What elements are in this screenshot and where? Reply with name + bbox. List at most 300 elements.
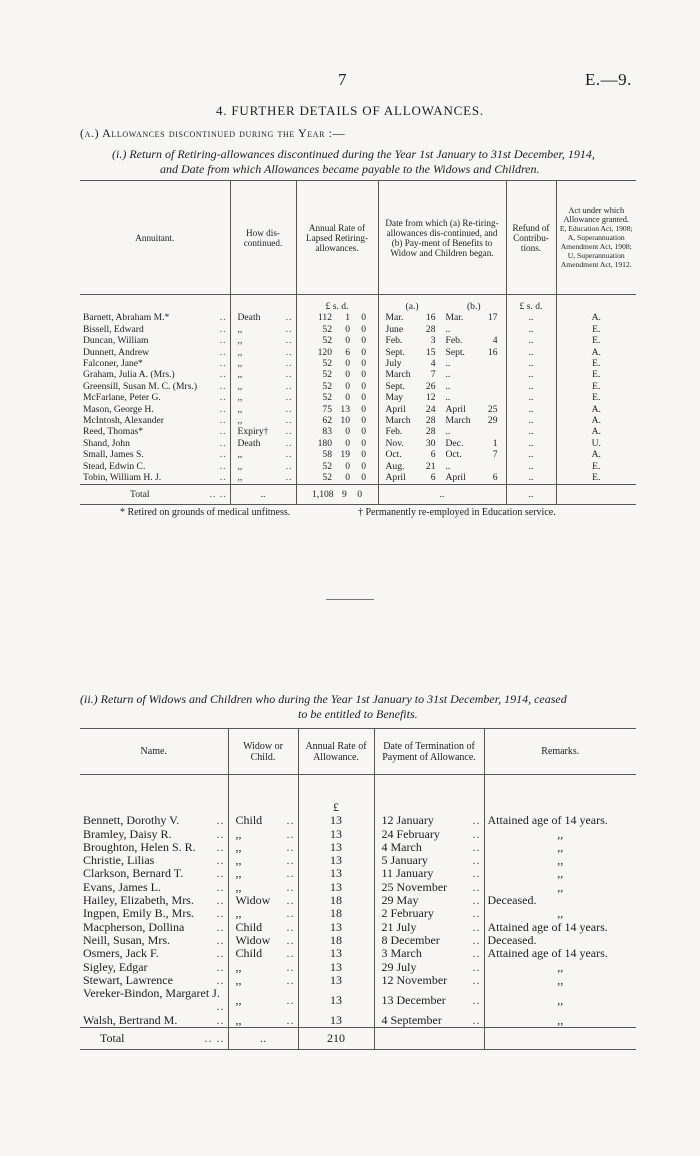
widow-or-child: ,, (235, 1012, 242, 1027)
header-act-title: Act under which Allowance granted. (563, 206, 630, 224)
leader-dots: .. (286, 866, 295, 881)
name-cell (80, 867, 228, 880)
annuitant-row (80, 312, 636, 323)
refund-cell: .. (506, 449, 556, 460)
date-a-day: 28 (425, 323, 436, 335)
how-discontinued-cell (230, 438, 296, 449)
allowance-rate: 13 (298, 854, 374, 867)
annuitant-name: Mason, George H. (83, 403, 154, 415)
date-b-month: Mar. (445, 312, 464, 324)
remarks-cell: ,, (484, 907, 636, 920)
rate-pence: 0 (361, 323, 366, 335)
rate-pounds: 52 (322, 472, 332, 484)
act-cell: A. (556, 415, 636, 426)
annuitant-row (80, 335, 636, 346)
how-discontinued: ,, (237, 472, 243, 484)
leader-dots: .. (219, 415, 227, 427)
allowance-rate: 13 (298, 1014, 374, 1028)
annuitant-row (80, 324, 636, 335)
name-cell (80, 881, 228, 894)
total-s: 9 (342, 488, 347, 500)
how-discontinued: ,, (237, 369, 243, 381)
widow-or-child: ,, (235, 839, 242, 854)
annuitant-cell (80, 472, 230, 484)
termination-cell (374, 947, 484, 960)
rate-shillings: 6 (345, 346, 350, 358)
part1-title-line1: (i.) Return of Retiring-allowances discontinued during the Year 1st January to 31st December, 1914, (112, 147, 595, 161)
termination-cell (374, 854, 484, 867)
leader-dots: .. (286, 919, 295, 934)
beneficiary-row (80, 947, 636, 960)
annuitant-name: Graham, Julia A. (Mrs.) (83, 369, 175, 381)
annuitant-name: Tobin, William H. J. (83, 472, 162, 484)
rate-cell (296, 335, 378, 346)
rate-pounds: 83 (322, 426, 332, 438)
termination-cell (374, 961, 484, 974)
leader-dots: .. (285, 449, 293, 461)
widow-or-child: ,, (235, 906, 242, 921)
widow-child-cell (228, 961, 298, 974)
date-a-month: Oct. (385, 449, 402, 461)
termination-cell (374, 867, 484, 880)
termination-cell (374, 974, 484, 987)
leader-dots: .. (285, 437, 293, 449)
date-b-month: Oct. (445, 449, 462, 461)
termination-date: 2 February (381, 906, 434, 921)
date-a-month: Feb. (385, 426, 403, 438)
how-discontinued-cell (230, 415, 296, 426)
beneficiary-name: Stewart, Lawrence (83, 972, 173, 987)
date-b-month: Feb. (445, 335, 463, 347)
how-discontinued: ,, (237, 460, 243, 472)
annuitant-name: Greensill, Susan M. C. (Mrs.) (83, 380, 198, 392)
termination-date: 12 January (381, 813, 434, 828)
leader-dots: .. (216, 999, 225, 1014)
termination-date: 29 May (381, 893, 419, 908)
date-a-month: Sept. (385, 346, 405, 358)
beneficiary-name: Walsh, Bertrand M. (83, 1012, 178, 1027)
units-row (80, 295, 636, 313)
date-b-day: 1 (492, 437, 498, 449)
rate-pence: 0 (361, 369, 366, 381)
leader-dots: .. (286, 946, 295, 961)
termination-date: 3 March (381, 946, 422, 961)
date-cell (378, 404, 506, 415)
header-how-discontinued: How dis-continued. (230, 181, 296, 295)
annuitant-cell (80, 392, 230, 403)
allowance-rate: 18 (298, 934, 374, 947)
annuitant-cell (80, 381, 230, 392)
part2-title-line1: (ii.) Return of Widows and Children who during the Year 1st January to 31st December, 1914, ceased (80, 692, 567, 706)
total-l: 1,108 (312, 488, 334, 500)
allowance-rate: 13 (298, 974, 374, 987)
leader-dots: .. (472, 1012, 481, 1027)
date-a-month: April (385, 403, 406, 415)
leader-dots: .. (285, 335, 293, 347)
leader-dots: .. (216, 813, 225, 828)
how-discontinued-cell (230, 472, 296, 484)
rate-shillings: 0 (345, 460, 350, 472)
allowance-rate: 13 (298, 881, 374, 894)
beneficiary-row (80, 854, 636, 867)
date-a-day: 4 (430, 358, 436, 370)
header-remarks: Remarks. (484, 729, 636, 775)
leader-dots: .. (285, 312, 293, 324)
annuitant-row (80, 404, 636, 415)
leader-dots: .. (216, 972, 225, 987)
annuitant-name: Shand, John (83, 437, 130, 449)
date-a-month: March (385, 415, 411, 427)
remarks-cell: ,, (484, 1014, 636, 1028)
name-cell (80, 894, 228, 907)
remarks-cell: ,, (484, 881, 636, 894)
total-d: 0 (357, 488, 362, 500)
leader-dots: .. (285, 369, 293, 381)
annuitant-cell (80, 415, 230, 426)
leader-dots: .. (286, 906, 295, 921)
total2-label: Total (100, 1031, 125, 1046)
leader-dots: .. (219, 312, 227, 324)
leader-dots: .. (286, 813, 295, 828)
rate-pence: 0 (361, 472, 366, 484)
leader-dots: .. (286, 972, 295, 987)
how-discontinued-cell (230, 347, 296, 358)
widow-child-cell (228, 974, 298, 987)
leader-dots: .. (216, 866, 225, 881)
rate-pence: 0 (361, 460, 366, 472)
date-a-day: 6 (430, 449, 436, 461)
termination-cell (374, 814, 484, 827)
widow-or-child: Child (235, 946, 263, 961)
leader-dots: .. (216, 906, 225, 921)
name-cell (80, 974, 228, 987)
how-discontinued-cell (230, 369, 296, 380)
date-b-day: 4 (492, 335, 498, 347)
beneficiary-name: Neill, Susan, Mrs. (83, 932, 170, 947)
refund-cell: .. (506, 392, 556, 403)
remarks-cell: ,, (484, 867, 636, 880)
date-a-day: 30 (425, 437, 436, 449)
date-cell (378, 312, 506, 323)
widow-or-child: Widow (235, 893, 271, 908)
leader-dots: .. (472, 992, 481, 1007)
how-discontinued: ,, (237, 415, 243, 427)
annuitant-name: McFarlane, Peter G. (83, 392, 161, 404)
refund-cell: .. (506, 426, 556, 437)
refund-cell: .. (506, 335, 556, 346)
beneficiary-name: Ingpen, Emily B., Mrs. (83, 906, 194, 921)
beneficiary-name: Vereker-Bindon, Margaret J. (83, 986, 220, 1001)
act-cell: U. (556, 438, 636, 449)
leader-dots: .. (216, 853, 225, 868)
leader-dots: .. (219, 358, 227, 370)
annuitant-cell (80, 312, 230, 323)
total2-rate: 210 (298, 1028, 374, 1050)
refund-cell: .. (506, 472, 556, 484)
rate-shillings: 19 (340, 449, 350, 461)
refund-cell: .. (506, 358, 556, 369)
date-b-month: .. (445, 426, 451, 438)
header-refund: Refund of Contribu-tions. (506, 181, 556, 295)
rate-cell (296, 347, 378, 358)
beneficiary-row (80, 921, 636, 934)
leader-dots: .. (286, 893, 295, 908)
page-number: 7 (338, 70, 347, 89)
termination-date: 24 February (381, 826, 440, 841)
date-b-month: .. (445, 358, 451, 370)
beneficiary-name: Bramley, Daisy R. (83, 826, 172, 841)
date-a-day: 15 (425, 346, 436, 358)
beneficiary-row (80, 974, 636, 987)
leader-dots: .. (472, 853, 481, 868)
termination-date: 13 December (381, 992, 446, 1007)
annuitant-row (80, 369, 636, 380)
name-cell (80, 814, 228, 827)
annuitant-row (80, 392, 636, 403)
footnote-reemployed: † Permanently re-employed in Education service. (358, 507, 556, 518)
date-cell (378, 381, 506, 392)
beneficiary-row (80, 867, 636, 880)
beneficiary-row (80, 987, 636, 1014)
leader-dots: .. (219, 346, 227, 358)
name-cell (80, 961, 228, 974)
rate-pence: 0 (361, 312, 366, 324)
page-reference: E.—9. (585, 70, 632, 89)
date-a-day: 28 (425, 415, 436, 427)
header-name: Name. (80, 729, 228, 775)
widow-child-cell (228, 947, 298, 960)
termination-date: 5 January (381, 853, 428, 868)
section-title: 4. FURTHER DETAILS OF ALLOWANCES. (216, 103, 484, 118)
termination-date: 4 September (381, 1012, 442, 1027)
header-annual-rate: Annual Rate of Lapsed Retiring-allowances. (296, 181, 378, 295)
annuitant-cell (80, 369, 230, 380)
rate-pounds: 62 (322, 415, 332, 427)
annuitant-row (80, 415, 636, 426)
date-b-day: 6 (492, 472, 498, 484)
leader-dots: .. (472, 959, 481, 974)
date-a-day: 7 (430, 369, 436, 381)
refund-cell: .. (506, 347, 556, 358)
leader-dots: .. (216, 932, 225, 947)
annuitant-name: Dunnett, Andrew (83, 346, 150, 358)
rate-shillings: 10 (340, 415, 350, 427)
leader-dots: .. (472, 906, 481, 921)
termination-cell (374, 921, 484, 934)
rate-cell (296, 381, 378, 392)
rate-pounds: 120 (317, 346, 332, 358)
name-cell (80, 987, 228, 1014)
date-b-month: .. (445, 460, 451, 472)
widow-or-child: Widow (235, 932, 271, 947)
rate-pence: 0 (361, 437, 366, 449)
rate-pounds: 112 (317, 312, 332, 324)
remarks-cell: Attained age of 14 years. (484, 921, 636, 934)
widow-or-child: ,, (235, 879, 242, 894)
leader-dots: .. (286, 932, 295, 947)
annuitant-name: Reed, Thomas* (83, 426, 144, 438)
annuitant-name: Small, James S. (83, 449, 144, 461)
rate-cell (296, 426, 378, 437)
date-a-day: 24 (425, 403, 436, 415)
leader-dots: .. (472, 893, 481, 908)
rate-pounds: 52 (322, 358, 332, 370)
rate-pounds: 52 (322, 369, 332, 381)
rate-pence: 0 (361, 392, 366, 404)
beneficiary-row (80, 907, 636, 920)
termination-cell (374, 828, 484, 841)
termination-date: 8 December (381, 932, 440, 947)
annuitant-cell (80, 404, 230, 415)
date-cell (378, 324, 506, 335)
rate-cell (296, 461, 378, 472)
date-b-month: .. (445, 380, 451, 392)
leader-dots: .. (219, 323, 227, 335)
annuitant-row (80, 347, 636, 358)
annuitant-row (80, 426, 636, 437)
date-a-month: Nov. (385, 437, 404, 449)
rate-pence: 0 (361, 403, 366, 415)
leader-dots: .. (216, 893, 225, 908)
leader-dots: .. (472, 866, 481, 881)
remarks-cell: ,, (484, 987, 636, 1014)
rate-pence: 0 (361, 449, 366, 461)
allowance-rate: 13 (298, 947, 374, 960)
act-cell: E. (556, 335, 636, 346)
rate-pounds: 52 (322, 323, 332, 335)
separator-rule (326, 599, 374, 600)
termination-cell (374, 841, 484, 854)
date-b-month: Dec. (445, 437, 464, 449)
leader-dots: .. (219, 380, 227, 392)
leader-dots: .. (216, 879, 225, 894)
annuitant-cell (80, 438, 230, 449)
how-discontinued: Expiry† (237, 426, 269, 438)
rate-pence: 0 (361, 346, 366, 358)
leader-dots: .. (216, 946, 225, 961)
beneficiary-name: Sigley, Edgar (83, 959, 148, 974)
remarks-cell: ,, (484, 841, 636, 854)
rate-cell (296, 358, 378, 369)
leader-dots: .. (219, 369, 227, 381)
date-b-month: April (445, 472, 466, 484)
leader-dots: .. (286, 853, 295, 868)
unit-b: (b.) (466, 301, 481, 312)
annuitant-name: Bissell, Edward (83, 323, 144, 335)
rate-cell (296, 324, 378, 335)
widow-child-cell (228, 867, 298, 880)
widow-or-child: ,, (235, 826, 242, 841)
leader-dots: .. (286, 1012, 295, 1027)
date-cell (378, 347, 506, 358)
widow-child-cell (228, 1014, 298, 1028)
leader-dots: .. (286, 879, 295, 894)
rate-shillings: 0 (345, 437, 350, 449)
how-discontinued: Death (237, 312, 261, 324)
rate-pence: 0 (361, 335, 366, 347)
how-discontinued-cell (230, 324, 296, 335)
unit-refund: £ s. d. (506, 295, 556, 313)
rate-pence: 0 (361, 358, 366, 370)
rate-pence: 0 (361, 415, 366, 427)
leader-dots: .. (219, 403, 227, 415)
leader-dots: .. (286, 826, 295, 841)
leader-dots: .. (472, 932, 481, 947)
widow-child-cell (228, 881, 298, 894)
beneficiary-row (80, 961, 636, 974)
beneficiary-name: Clarkson, Bernard T. (83, 866, 184, 881)
rate-cell (296, 404, 378, 415)
leader-dots: .. (216, 959, 225, 974)
how-discontinued: ,, (237, 358, 243, 370)
widow-child-cell (228, 814, 298, 827)
annuitant-cell (80, 358, 230, 369)
leader-dots: .. (472, 826, 481, 841)
refund-cell: .. (506, 324, 556, 335)
widow-or-child: ,, (235, 853, 242, 868)
date-b-day: 16 (487, 346, 498, 358)
beneficiary-row (80, 1014, 636, 1028)
unit-a: (a.) (405, 301, 419, 312)
rate-shillings: 0 (345, 323, 350, 335)
rate-shillings: 0 (345, 380, 350, 392)
date-cell (378, 438, 506, 449)
widow-or-child: Child (235, 813, 263, 828)
date-a-month: July (385, 358, 402, 370)
retiring-allowances-table (80, 180, 636, 505)
refund-cell: .. (506, 415, 556, 426)
rate-pence: 0 (361, 426, 366, 438)
widows-children-table (80, 728, 636, 1050)
rate-cell (296, 392, 378, 403)
rate-pounds: 52 (322, 392, 332, 404)
how-discontinued-cell (230, 449, 296, 460)
part1-title-line2: and Date from which Allowances became payable to the Widows and Children. (160, 162, 540, 176)
how-discontinued: ,, (237, 346, 243, 358)
allowance-rate: 13 (298, 814, 374, 827)
refund-cell: .. (506, 438, 556, 449)
date-b-month: .. (445, 369, 451, 381)
date-a-day: 6 (430, 472, 436, 484)
allowance-rate: 13 (298, 867, 374, 880)
leader-dots: .. (472, 813, 481, 828)
how-discontinued-cell (230, 381, 296, 392)
how-discontinued: ,, (237, 403, 243, 415)
remarks-cell: Attained age of 14 years. (484, 814, 636, 827)
beneficiary-row (80, 894, 636, 907)
total-refund: .. (506, 484, 556, 504)
leader-dots: .. (219, 472, 227, 484)
remarks-cell: ,, (484, 961, 636, 974)
date-a-month: March (385, 369, 411, 381)
act-cell: E. (556, 324, 636, 335)
date-b-day: 7 (492, 449, 498, 461)
name-cell (80, 854, 228, 867)
date-cell (378, 449, 506, 460)
widow-child-cell (228, 921, 298, 934)
rate-shillings: 0 (345, 392, 350, 404)
name-cell (80, 828, 228, 841)
beneficiary-row (80, 881, 636, 894)
name-cell (80, 947, 228, 960)
annuitant-row (80, 461, 636, 472)
act-cell: A. (556, 449, 636, 460)
leader-dots: .. (216, 919, 225, 934)
act-cell: E. (556, 381, 636, 392)
termination-date: 21 July (381, 919, 417, 934)
date-b-month: .. (445, 323, 451, 335)
rate-shillings: 0 (345, 369, 350, 381)
